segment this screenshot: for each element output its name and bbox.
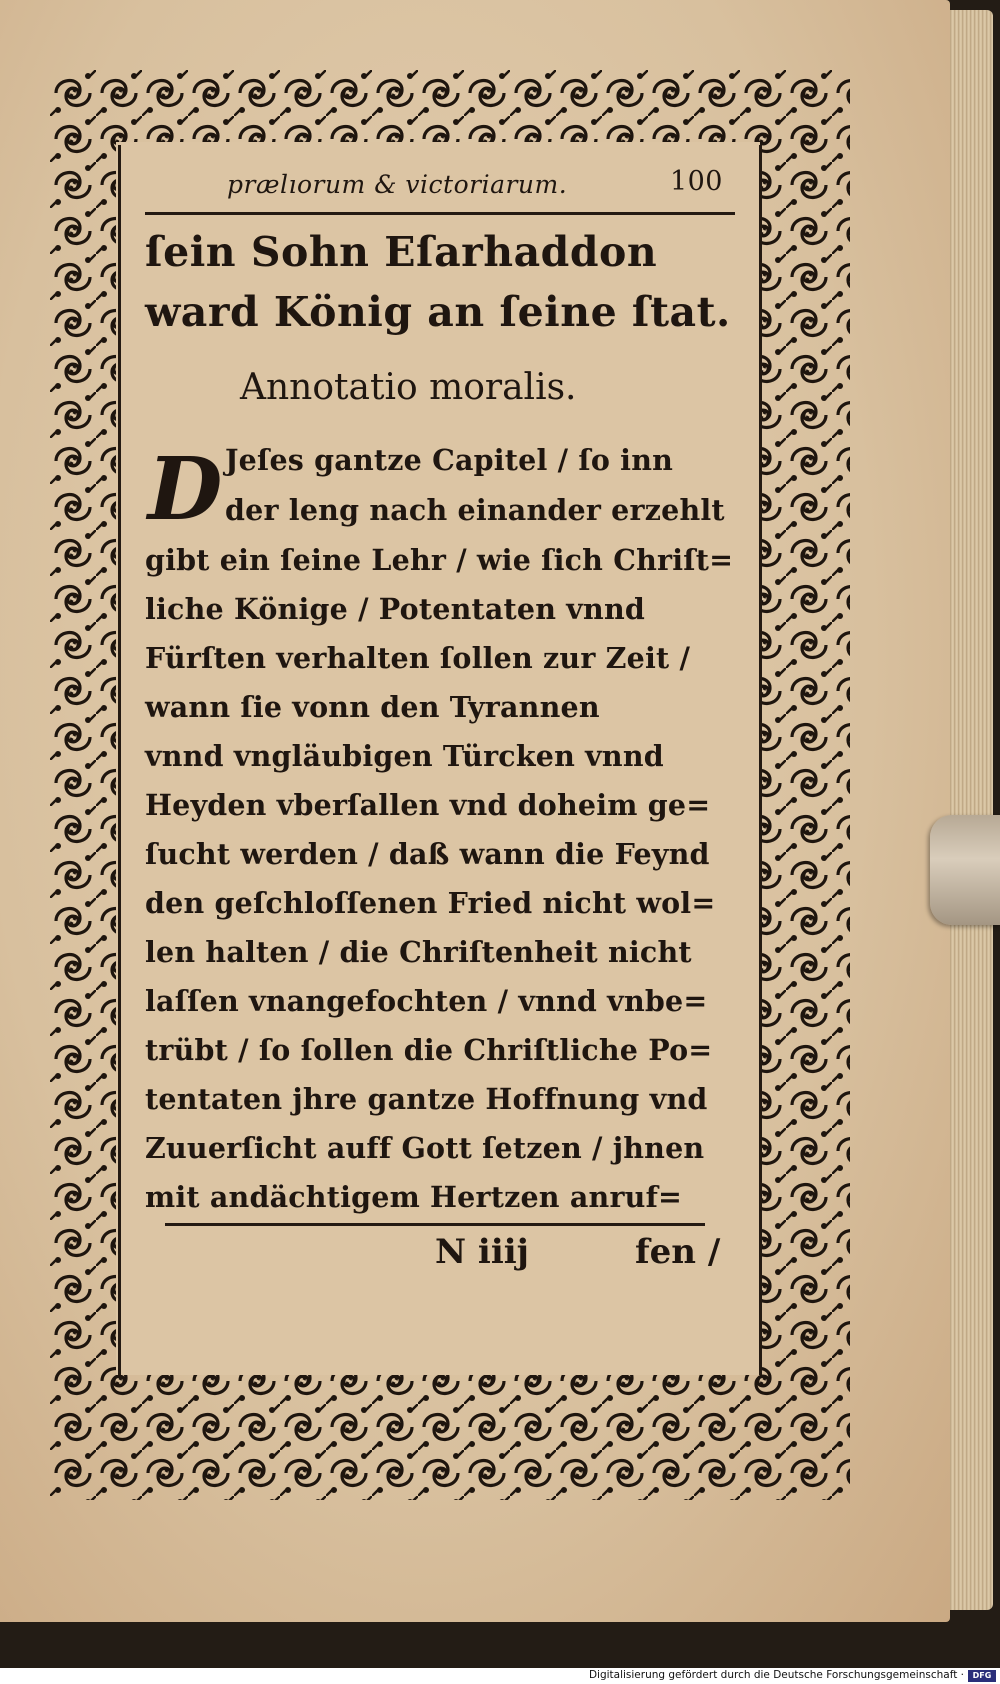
body-line: len halten / die Chriſtenheit nicht (145, 935, 692, 969)
body-line: laſſen vnangefochten / vnnd vnbe= (145, 984, 708, 1018)
body-line: tentaten jhre gantze Hoffnung vnd (145, 1082, 708, 1116)
credit-text: Digitalisierung gefördert durch die Deutsche Forschungsgemeinschaft · (588, 1669, 964, 1681)
body-line: trübt / ſo ſollen die Chriſtliche Po= (145, 1033, 713, 1067)
body-line: Zuuerſicht auff Gott ſetzen / jhnen (145, 1131, 705, 1165)
body-line: mit andächtigem Hertzen anruf= (145, 1180, 683, 1214)
running-head (145, 160, 735, 208)
clasp-tab (930, 815, 1000, 925)
body-line: Jeſes gantze Capitel / ſo inn (225, 443, 674, 477)
body-line: Heyden vberſallen vnd doheim ge= (145, 788, 711, 822)
body-line: wann ſie vonn den Tyrannen (145, 690, 600, 724)
body-line: den geſchloſſenen Fried nicht wol= (145, 886, 716, 920)
section-heading: Annotatio moralis. (240, 367, 577, 408)
body-line: Fürſten verhalten ſollen zur Zeit / (145, 641, 691, 675)
body-line: ſucht werden / daß wann die Feynd (145, 837, 710, 871)
signature-mark: N iiij (435, 1232, 529, 1272)
drop-initial: D (147, 439, 223, 540)
credit-bar (0, 1668, 1000, 1684)
dfg-logo-icon: DFG (968, 1670, 996, 1682)
running-head-title: prælıorum & victoriarum. (227, 170, 568, 199)
body-line: der leng nach einander erzehlt (225, 493, 725, 527)
opening-line: ward König an ſeine ſtat. (145, 288, 731, 336)
catchword: fen / (635, 1232, 721, 1272)
body-line: vnnd vngläubigen Türcken vnnd (145, 739, 664, 773)
page-number: 100 (669, 166, 723, 197)
head-rule (145, 212, 735, 215)
text-block (145, 160, 745, 1390)
foot-rule (165, 1223, 705, 1226)
body-line: liche Könige / Potentaten vnnd (145, 592, 645, 626)
body-line: gibt ein ſeine Lehr / wie ſich Chriſt= (145, 543, 734, 577)
opening-line: ſein Sohn Eſarhaddon (145, 228, 658, 276)
